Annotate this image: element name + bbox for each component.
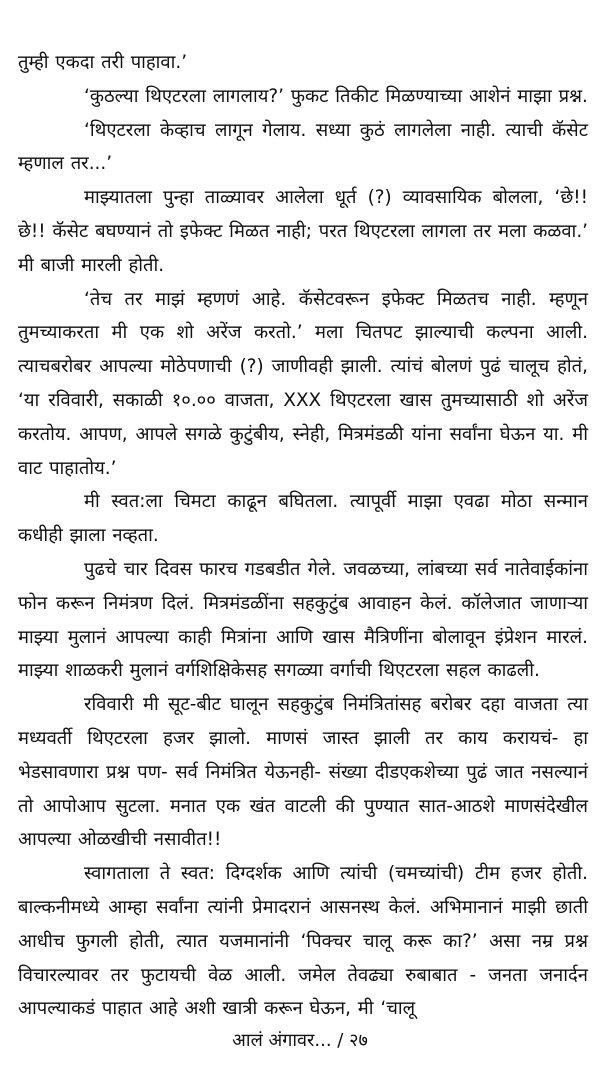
paragraph-four-days: पुढचे चार दिवस फारच गडबडीत गेले. जवळच्या, लांबच्या सर्व नातेवाईकांना फोन करून निमंत्रण दिलं. मित्रमंडळींना सहकुटुंब आवाहन केलं. कॉलेजात जाणाऱ्या माझ्या मुलानं आपल्या काही मित्रांना आणि खास मैत्रिणींना बोलावून इंप्रेशन मारलं. माझ्या शाळकरी मुलानं वर्गशिक्षिकेसह सगळ्या वर्गाची थिएटरला सहल काढली. bbox=[18, 558, 588, 682]
paragraph-dialogue-question: ‘कुठल्या थिएटरला लागलाय?’ फुकट तिकीट मिळण्याच्या आशेनं माझा प्रश्न. bbox=[84, 85, 588, 107]
paragraph-sunday: रविवारी मी सूट-बीट घालून सहकुटुंब निमंत्रितांसह बरोबर दहा वाजता त्या मध्यवर्ती थिएटरला हजर झालो. माणसं जास्त झाली तर काय करायचं- हा भेडसावणारा प्रश्न पण- सर्व निमंत्रित येऊनही- संख्या दीडएकशेच्या पुढं जात नसल्यानं तो आपोआप सुटला. मनात एक खंत वाटली की पुण्यात सात-आठशे माणसंदेखील आपल्या ओळखीची नसावीत!! bbox=[18, 694, 588, 851]
paragraph-show-arranged: ‘तेच तर माझं म्हणणं आहे. कॅसेटवरून इफेक्ट मिळतच नाही. म्हणून तुमच्याकरता मी एक शो अरेंज करतो.’ मला चितपट झाल्याची कल्पना आली. त्याचबरोबर आपल्या मोठेपणाची (?) जाणीवही झाली. त्यांचं बोलणं पुढं चालूच होतं, ‘या रविवारी, सकाळी १०.०० वाजता, XXX थिएटरला खास तुमच्यासाठी शो अरेंज करतोय. आपण, आपले सगळे कुटुंबीय, स्नेही, मित्रमंडळी यांना सर्वांना घेऊन या. मी वाट पाहातोय.’ bbox=[18, 288, 588, 479]
paragraph-dialogue-reply: ‘थिएटरला केव्हाच लागून गेलाय. सध्या कुठं लागलेला नाही. त्याची कॅसेट म्हणाल तर...’ bbox=[18, 119, 588, 175]
page-footer: आलं अंगावर... / २७ bbox=[232, 1030, 368, 1051]
paragraph-continued: तुम्ही एकदा तरी पाहावा.’ bbox=[18, 52, 188, 73]
paragraph-pinch: मी स्वत:ला चिमटा काढून बघितला. त्यापूर्वी माझा एवढा मोठा सन्मान कधीही झाला नव्हता. bbox=[18, 491, 588, 547]
body-text bbox=[18, 46, 588, 1026]
paragraph-businessman: माझ्यातला पुन्हा ताळ्यावर आलेला धूर्त (?) व्यावसायिक बोलला, ‘छे!! छे!! कॅसेट बघण्यानं तो इफेक्ट मिळत नाही; परत थिएटरला लागला तर मला कळवा.’ मी बाजी मारली होती. bbox=[18, 187, 589, 276]
paragraph-welcome: स्वागताला ते स्वत: दिग्दर्शक आणि त्यांची (चमच्यांची) टीम हजर होती. बाल्कनीमध्ये आम्हा सर्वांना त्यांनी प्रेमादरानं आसनस्थ केलं. अभिमानानं माझी छाती आधीच फुगली होती, त्यात यजमानांनी ‘पिक्चर चालू करू का?’ असा नम्र प्रश्न विचारल्यावर तर फुटायची वेळ आली. जमेल तेवढ्या रुबाबात - जनता जनार्दन आपल्याकडं पाहात आहे अशी खात्री करून घेऊन, मी ‘चालू bbox=[18, 863, 588, 1020]
